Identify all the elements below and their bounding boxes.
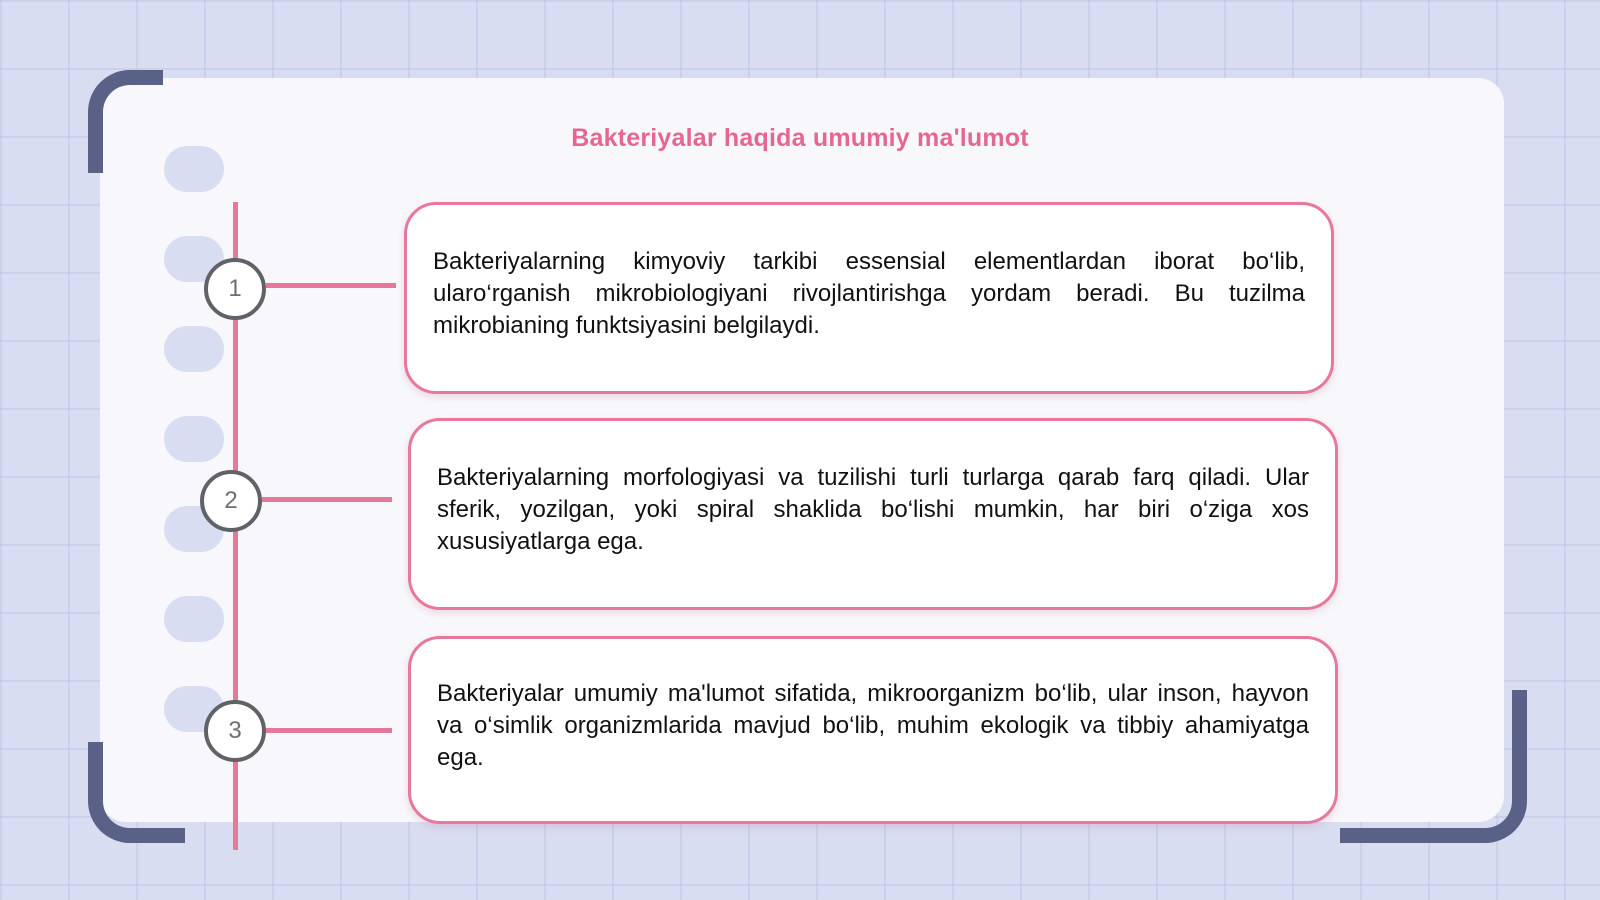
slide-title: Bakteriyalar haqida umumiy ma'lumot (571, 124, 1029, 152)
step-3-card (408, 636, 1338, 824)
step-1-marker: 1 (204, 258, 266, 320)
step-3-text: Bakteriyalar umumiy ma'lumot sifatida, mikroorganizm bo‘lib, ular inson, hayvon va o‘simlik organizmlarida mavjud bo‘lib, muhim ekologik va tibbiy ahamiyatga ega. (437, 680, 1309, 771)
sheet-notch (164, 596, 224, 642)
corner-bracket-bottom-left (88, 742, 185, 843)
step-1-connector (266, 283, 396, 288)
step-1-text: Bakteriyalarning kimyoviy tarkibi essensial elementlardan iborat bo‘lib, ularo‘rganish mikrobiologiyani rivojlantirishga yordam beradi. Bu tuzilma mikrobianing funktsiyasini belgilaydi. (433, 248, 1305, 339)
step-2-marker: 2 (200, 470, 262, 532)
corner-bracket-top-left (88, 70, 163, 173)
corner-bracket-bottom-right (1340, 690, 1527, 843)
step-2-card (408, 418, 1338, 610)
step-1-card (404, 202, 1334, 394)
step-2-connector (262, 497, 392, 502)
step-3-connector (266, 728, 392, 733)
step-3-marker: 3 (204, 700, 266, 762)
sheet-notch (164, 326, 224, 372)
sheet-notch (164, 416, 224, 462)
step-2-text: Bakteriyalarning morfologiyasi va tuzilishi turli turlarga qarab farq qiladi. Ular sferik, yozilgan, yoki spiral shaklida bo‘lishi mumkin, har biri o‘ziga xos xususiyatlarga ega. (437, 464, 1309, 555)
